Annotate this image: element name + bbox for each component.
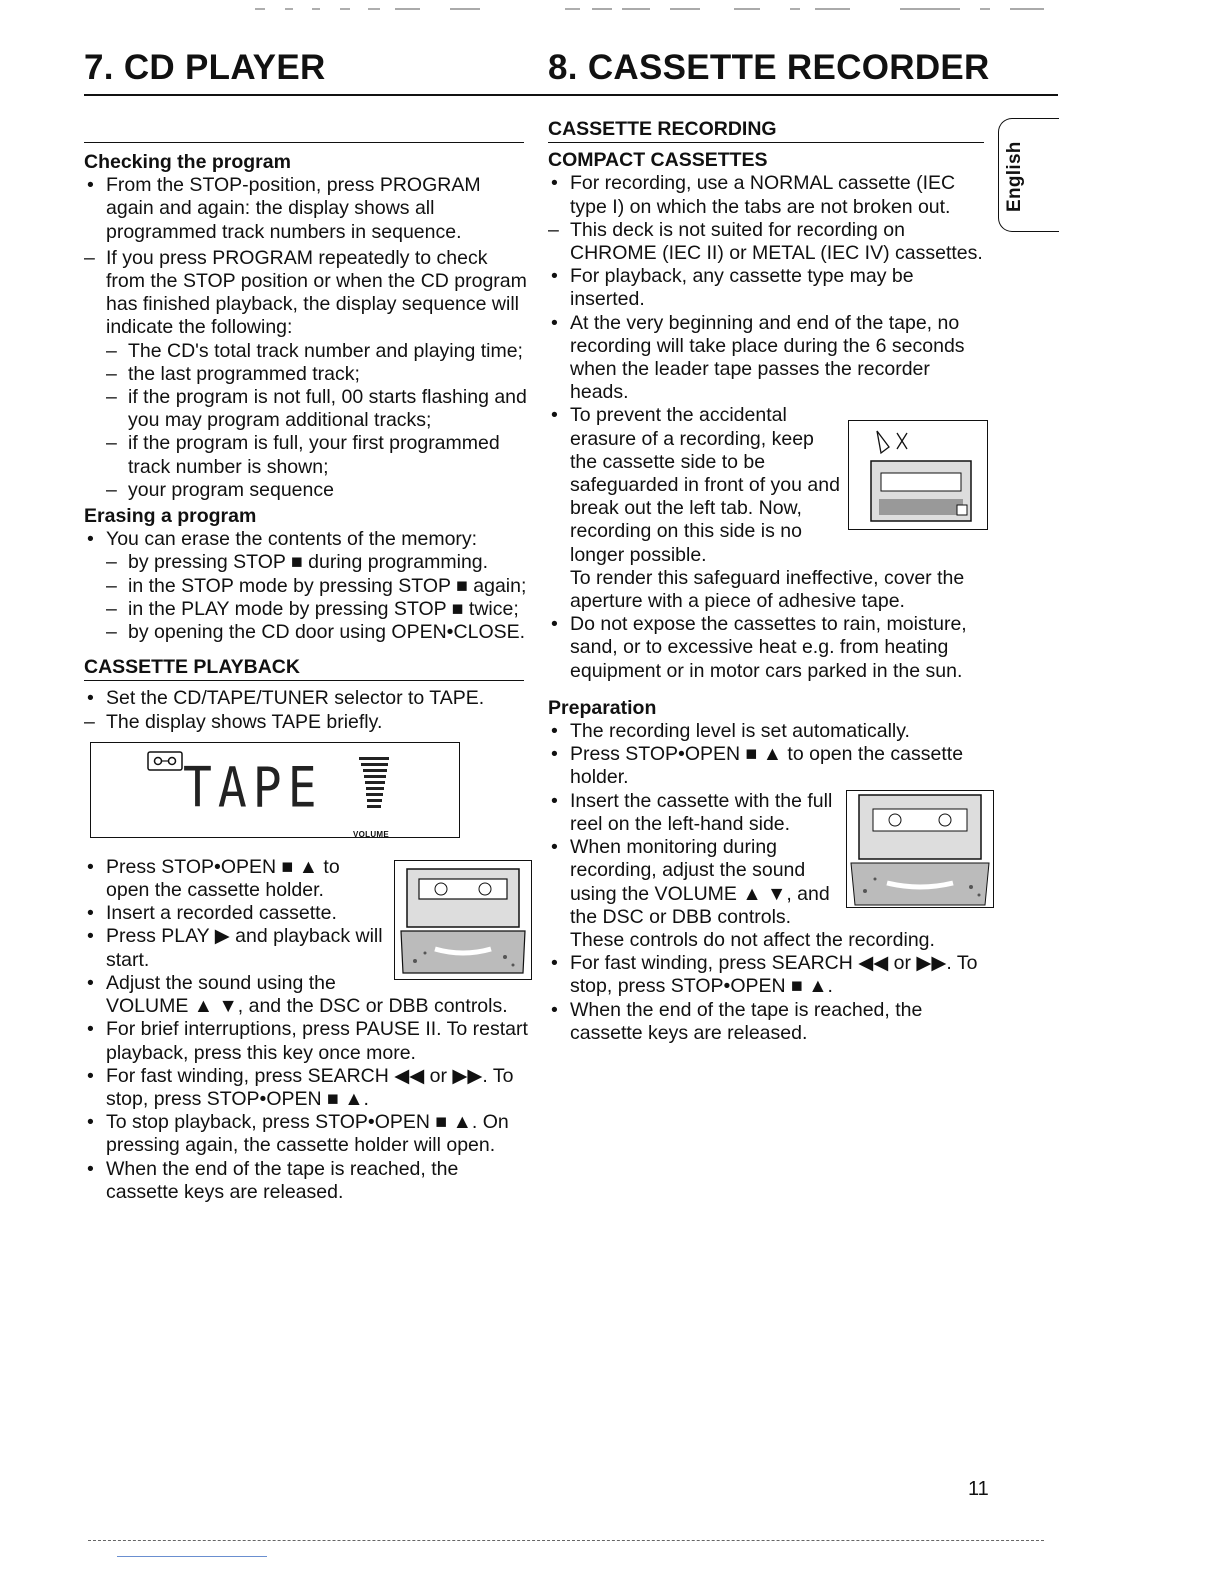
list-item: • When the end of the tape is reached, the cassette keys are released. bbox=[548, 999, 988, 1045]
left-top-rule bbox=[84, 142, 524, 143]
list-item: – The CD's total track number and playing time; bbox=[106, 340, 528, 363]
list-item-text: Press STOP•OPEN ■ ▲ to open the cassette holder. bbox=[106, 855, 340, 902]
list-item-text: • You can erase the contents of the memory: bbox=[106, 528, 478, 551]
list-item: • From the STOP-position, press PROGRAM again and again: the display shows all programmed track numbers in sequence. bbox=[84, 174, 528, 244]
list-item: – in the PLAY mode by pressing STOP ■ twice; bbox=[106, 598, 528, 621]
header-rule bbox=[84, 94, 1058, 96]
volume-label: VOLUME bbox=[353, 829, 390, 839]
erasing-list bbox=[84, 528, 528, 644]
tape-display-illustration bbox=[90, 742, 460, 838]
tab-breakout-illustration bbox=[848, 420, 988, 530]
left-column bbox=[84, 142, 528, 1204]
list-item: – by opening the CD door using OPEN•CLOSE. bbox=[106, 621, 528, 644]
list-item-text: To render this safeguard ineffective, cover the aperture with a piece of adhesive tape. bbox=[570, 566, 965, 613]
list-item: • Set the CD/TAPE/TUNER selector to TAPE. bbox=[84, 687, 528, 710]
playback-list bbox=[84, 856, 528, 1204]
recording-title: CASSETTE RECORDING bbox=[548, 118, 984, 143]
list-item: • For brief interruptions, press PAUSE II. To restart playback, press this key once more. bbox=[84, 1018, 528, 1064]
scan-noise-top bbox=[0, 6, 1224, 12]
display-text: TAPE bbox=[183, 755, 323, 820]
list-item bbox=[84, 247, 528, 502]
compact-cassettes-title: COMPACT CASSETTES bbox=[548, 149, 768, 172]
list-item bbox=[548, 790, 988, 836]
list-item: – The display shows TAPE briefly. bbox=[84, 711, 528, 734]
section-title-cassette-recorder: 8. CASSETTE RECORDER bbox=[548, 48, 990, 87]
list-item: • For fast winding, press SEARCH ◀◀ or ▶▶. To stop, press STOP•OPEN ■ ▲. bbox=[84, 1065, 528, 1111]
erasing-sublist bbox=[106, 551, 528, 644]
section-title-cd-player: 7. CD PLAYER bbox=[84, 48, 326, 87]
language-tab-label: English bbox=[1004, 141, 1025, 212]
checking-title: Checking the program bbox=[84, 151, 291, 173]
list-item: • Do not expose the cassettes to rain, moisture, sand, or to excessive heat e.g. from heating equipment or in motor cars parked in the sun. bbox=[548, 613, 988, 683]
list-item: – if the program is full, your first programmed track number is shown; bbox=[106, 432, 528, 478]
list-item: • Press PLAY ▶ and playback will start. bbox=[84, 925, 528, 971]
list-item: – by pressing STOP ■ during programming. bbox=[106, 551, 528, 574]
list-item: – your program sequence bbox=[106, 479, 528, 502]
playback-title: CASSETTE PLAYBACK bbox=[84, 656, 524, 681]
list-item bbox=[84, 856, 528, 902]
compact-list bbox=[548, 172, 988, 682]
right-column bbox=[548, 118, 988, 1045]
preparation-list bbox=[548, 720, 988, 1045]
cassette-icon bbox=[147, 751, 183, 771]
list-item-text: • To prevent the accidental erasure of a recording, keep the cassette side to be safeguarded in front of you and break out the left tab. Now, recording on this side is no longer possible. bbox=[570, 404, 840, 566]
volume-bars-icon bbox=[357, 755, 397, 815]
list-item-text: Insert the cassette with the full reel on the left-hand side. bbox=[570, 789, 833, 835]
list-item: – in the STOP mode by pressing STOP ■ again; bbox=[106, 575, 528, 598]
playback-intro-list bbox=[84, 687, 528, 733]
list-item: • For fast winding, press SEARCH ◀◀ or ▶▶. To stop, press STOP•OPEN ■ ▲. bbox=[548, 952, 988, 998]
list-item-text: – If you press PROGRAM repeatedly to check from the STOP position or when the CD program has finished playback, the display sequence will indicate the following: bbox=[106, 246, 527, 339]
list-item bbox=[84, 528, 528, 644]
list-item: • For playback, any cassette type may be inserted. bbox=[548, 265, 988, 311]
footer-rule bbox=[88, 1540, 1044, 1541]
list-item: • The recording level is set automatically. bbox=[548, 720, 988, 743]
list-item: • At the very beginning and end of the tape, no recording will take place during the 6 seconds when the leader tape passes the recorder heads. bbox=[548, 312, 988, 405]
list-item: • For recording, use a NORMAL cassette (IEC type I) on which the tabs are not broken out. bbox=[548, 172, 988, 218]
list-item: – if the program is not full, 00 starts flashing and you may program additional tracks; bbox=[106, 386, 528, 432]
playback-heading-wrap bbox=[84, 656, 524, 681]
checking-sublist bbox=[106, 340, 528, 502]
checking-list bbox=[84, 174, 528, 502]
list-item: • When the end of the tape is reached, the cassette keys are released. bbox=[84, 1158, 528, 1204]
erasing-title: Erasing a program bbox=[84, 505, 257, 528]
list-item: – This deck is not suited for recording on CHROME (IEC II) or METAL (IEC IV) cassettes. bbox=[548, 219, 988, 265]
list-item: • Insert a recorded cassette. bbox=[84, 902, 528, 925]
list-item bbox=[548, 404, 988, 613]
preparation-title: Preparation bbox=[548, 696, 657, 719]
page-number: 11 bbox=[968, 1478, 989, 1500]
list-item: – the last programmed track; bbox=[106, 363, 528, 386]
bottom-scan-mark bbox=[117, 1556, 267, 1557]
list-item: • When monitoring during recording, adjust the sound using the VOLUME ▲ ▼, and the DSC or DBB controls. These controls do not affect the recording. bbox=[548, 836, 988, 952]
cassette-tab-drawing bbox=[849, 421, 987, 529]
list-item: • To stop playback, press STOP•OPEN ■ ▲. On pressing again, the cassette holder will open. bbox=[84, 1111, 528, 1157]
list-item: • Press STOP•OPEN ■ ▲ to open the cassette holder. bbox=[548, 743, 988, 789]
list-item: • Adjust the sound using the VOLUME ▲ ▼, and the DSC or DBB controls. bbox=[84, 972, 528, 1018]
